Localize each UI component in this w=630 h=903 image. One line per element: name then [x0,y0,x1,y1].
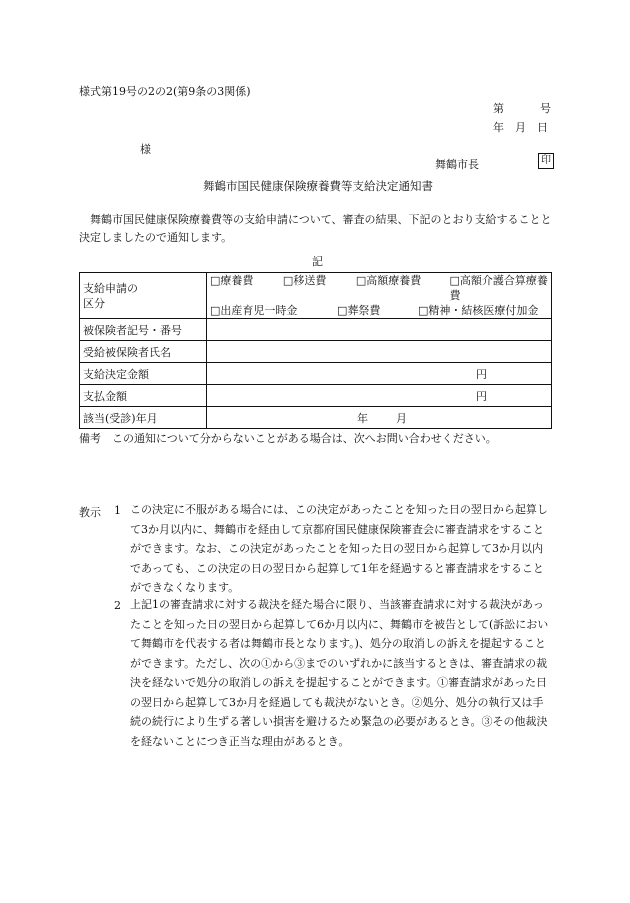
number-go: 号 [540,102,551,115]
details-table [79,272,552,429]
date-line [493,119,548,135]
table-row [80,363,552,385]
category-label-line1: 支給申請の [83,281,138,295]
document-title: 舞鶴市国民健康保険療養費等支給決定通知書 [203,179,433,193]
period-year: 年 [357,411,368,425]
row-label: 支払金額 [80,385,207,407]
number-dai: 第 [493,102,504,115]
form-number: 様式第19号の2の2(第9条の3関係) [79,85,251,98]
note-label: 備考 [79,432,101,445]
row-value [207,341,552,363]
period-month: 月 [396,411,407,425]
intro-paragraph: 舞鶴市国民健康保険療養費等の支給申請について、審査の結果、下記のとおり支給することと決定しましたので通知します。 [79,213,552,244]
checkbox-isouhi[interactable]: □移送費 [282,274,327,287]
date-day: 日 [537,121,548,134]
instruction-number: 1 [114,504,121,517]
checkbox-kogaku[interactable]: □高額療養費 [355,274,422,287]
category-label [80,273,207,319]
row-label: 被保険者記号・番号 [80,319,207,341]
checkbox-sosai[interactable]: □葬祭費 [337,304,381,317]
checkbox-shussan[interactable]: □出産育児一時金 [210,304,298,317]
period-label: 該当(受診)年月 [80,407,207,429]
checkbox-kogaku-kaigo[interactable]: □高額介護合算療養費 [449,274,548,302]
row-value: 円 [207,363,552,385]
row-label: 支給決定金額 [80,363,207,385]
ki-heading: 記 [312,255,323,268]
seal-mark: 印 [538,153,554,169]
document-number-line [493,100,551,116]
row-value [207,319,552,341]
category-label-line2: 区分 [83,296,105,310]
note [79,430,497,446]
instruction-1: この決定に不服がある場合には、この決定があったことを知った日の翌日から起算して3か月以内に、舞鶴市を経由して京都府国民健康保険審査会に審査請求をすることができます。なお、この決定があったことを知った日の翌日から起算して3か月以内であっても、この決定の日の翌日から起算して1年を経過すると審査請求をすることができなくなります。 [130,503,548,594]
instruction-number: 2 [114,599,121,612]
table-row [80,407,552,429]
category-row [80,273,552,319]
period-value [207,407,552,429]
checkbox-ryoyohi[interactable]: □療養費 [210,274,254,287]
row-label: 受給被保険者氏名 [80,341,207,363]
recipient-suffix: 様 [140,143,151,156]
row-value: 円 [207,385,552,407]
note-text: この通知について分からないことがある場合は、次へお問い合わせください。 [112,432,497,445]
issuer: 舞鶴市長 [435,158,479,171]
table-row [80,341,552,363]
checkbox-seishin[interactable]: □精神・結核医療付加金 [418,304,539,317]
date-year: 年 [493,121,504,134]
table-row [80,385,552,407]
instruction-2: 上記1の審査請求に対する裁決を経た場合に限り、当該審査請求に対する裁決があったことを知った日の翌日から起算して6か月以内に、舞鶴市を被告として(訴訟において舞鶴市を代表する者は舞鶴市長となります。)、処分の取消しの訴えを提起することができます。ただし、次の①から③までのいずれかに該当するときは、審査請求の裁決を経ないで処分の取消しの訴えを提起することができます。①審査請求があった日の翌日から起算して3か月を経過しても裁決がないとき。②処分、処分の執行又は手続の続行により生ずる著しい損害を避けるため緊急の必要があるとき。③その他裁決を経ないことにつき正当な理由があるとき。 [130,598,549,748]
category-options [207,273,552,319]
date-month: 月 [515,121,526,134]
table-row [80,319,552,341]
instruction-label: 教示 [79,506,101,519]
